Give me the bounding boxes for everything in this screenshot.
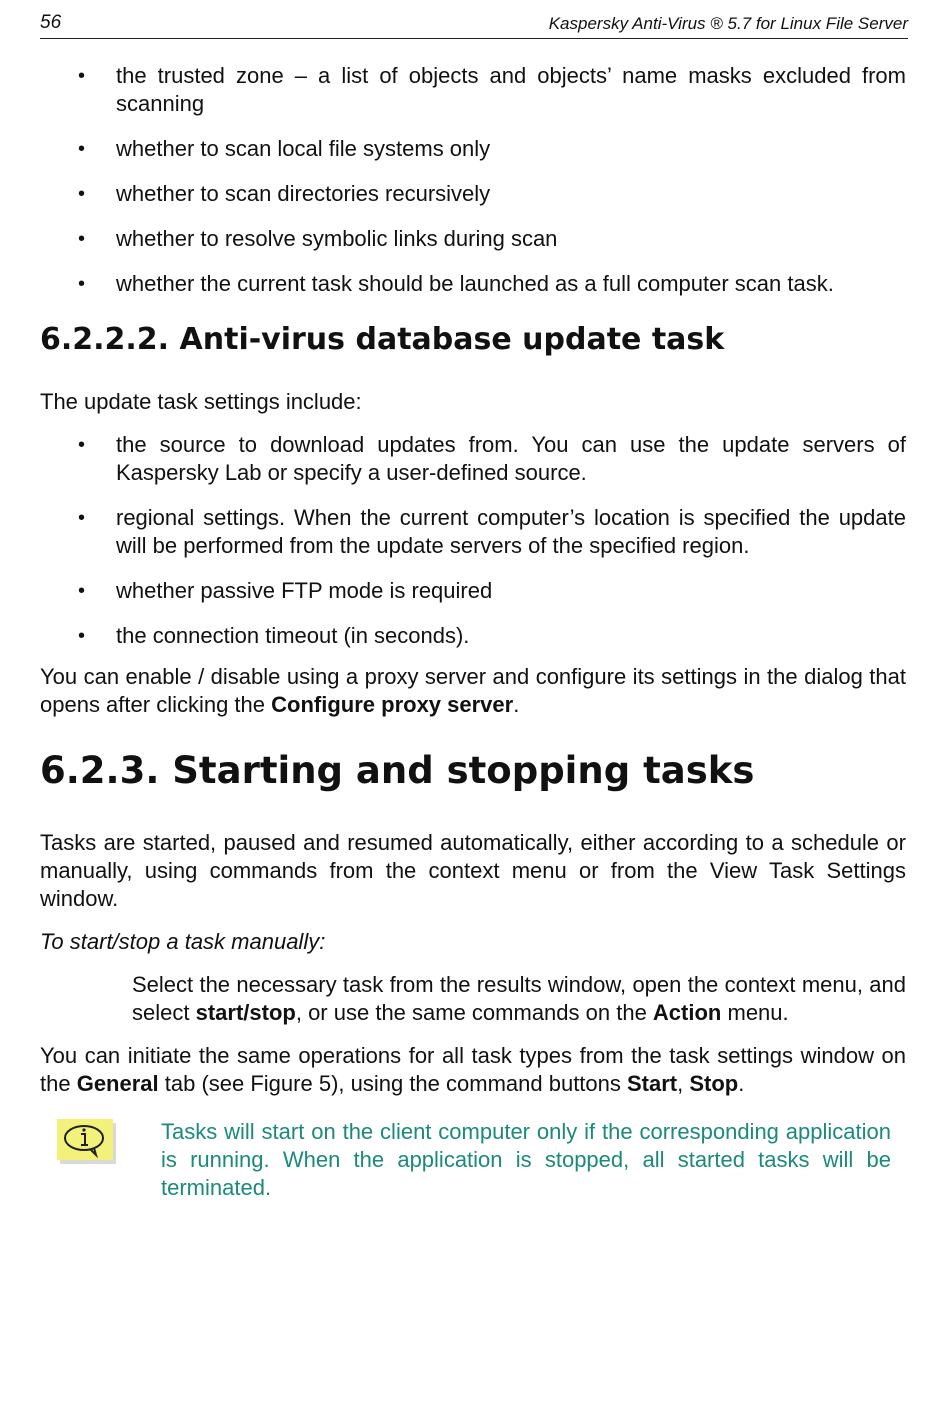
update-intro: The update task settings include:: [40, 389, 362, 414]
general-tab-paragraph: You can initiate the same operations for all task types from the task settings window on the General tab (see Figure 5), using the command buttons Start, Stop.: [40, 1043, 906, 1096]
procedure-title: To start/stop a task manually:: [40, 929, 326, 954]
page-number: 56: [40, 12, 62, 33]
proxy-paragraph: You can enable / disable using a proxy server and configure its settings in the dialog that opens after clicking the Configure proxy server.: [40, 664, 906, 717]
procedure-step: Select the necessary task from the results window, open the context menu, and select start/stop, or use the same commands on the Action menu.: [132, 972, 906, 1025]
info-note-icon: [56, 1118, 118, 1166]
list-item: • whether to scan local file systems only: [40, 135, 906, 163]
update-settings-list: [40, 431, 906, 650]
list-item: • the trusted zone – a list of objects and objects’ name masks excluded from scanning: [40, 62, 906, 118]
list-item: • the source to download updates from. You can use the update servers of Kaspersky Lab or specify a user-defined source.: [40, 431, 906, 487]
page-header: [40, 10, 908, 39]
tasks-paragraph: Tasks are started, paused and resumed automatically, either according to a schedule or manually, using commands from the context menu or from the View Task Settings window.: [40, 830, 906, 911]
list-item: • regional settings. When the current computer’s location is specified the update will be performed from the update servers of the specified region.: [40, 504, 906, 560]
list-item: • whether to scan directories recursively: [40, 180, 906, 208]
configure-proxy-server-term: Configure proxy server: [271, 692, 514, 717]
page-content: [40, 62, 906, 1202]
section-heading-starting-stopping: 6.2.3. Starting and stopping tasks: [40, 749, 755, 792]
running-title: Kaspersky Anti-Virus ® 5.7 for Linux File Server: [548, 14, 908, 33]
list-item: • whether passive FTP mode is required: [40, 577, 906, 605]
list-item: • whether to resolve symbolic links during scan: [40, 225, 906, 253]
section-heading-update-task: 6.2.2.2. Anti-virus database update task: [40, 322, 725, 357]
list-item: • the connection timeout (in seconds).: [40, 622, 906, 650]
list-item: • whether the current task should be launched as a full computer scan task.: [40, 270, 906, 298]
scan-settings-list: [40, 62, 906, 298]
note-text: Tasks will start on the client computer only if the corresponding application is running. When the application is stopped, all started tasks will be terminated.: [161, 1119, 891, 1200]
info-note: [40, 1118, 906, 1202]
